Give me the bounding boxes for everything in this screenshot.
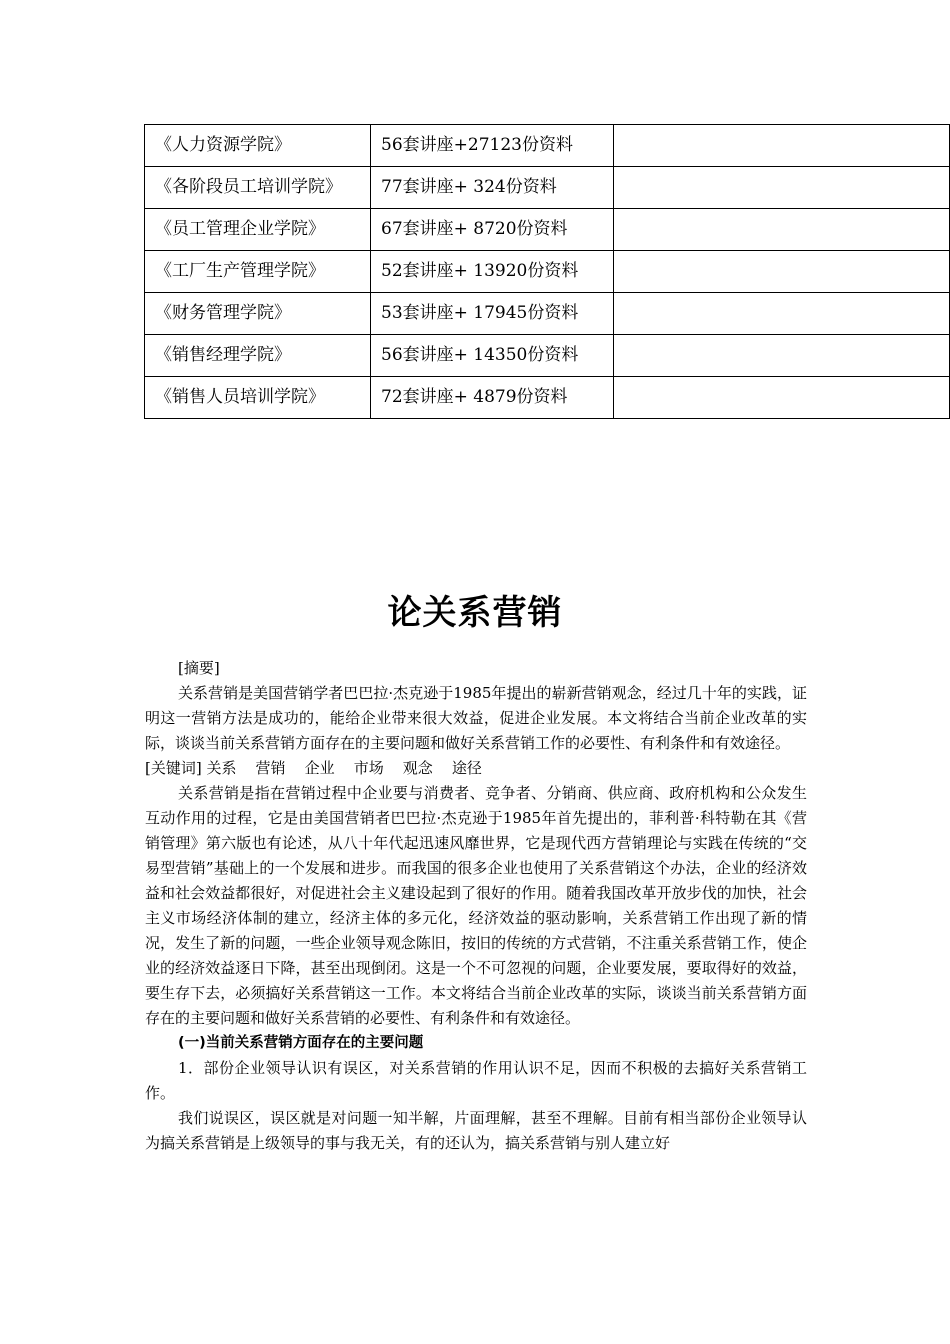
college-note-cell — [614, 293, 950, 335]
point-1-heading: 1．部份企业领导认识有误区，对关系营销的作用认识不足，因而不积极的去搞好关系营销工作。 — [145, 1059, 807, 1102]
abstract-label: [摘要] — [178, 659, 220, 677]
article-body — [145, 656, 807, 1156]
table-row — [145, 125, 950, 167]
college-note-cell — [614, 335, 950, 377]
college-name-cell: 《各阶段员工培训学院》 — [145, 167, 371, 209]
article-title: 论关系营销 — [387, 593, 563, 633]
college-note-cell — [614, 209, 950, 251]
college-note-cell — [614, 167, 950, 209]
college-content-cell: 67套讲座+ 8720份资料 — [371, 209, 614, 251]
table-row — [145, 293, 950, 335]
resource-table — [144, 124, 950, 419]
table-row — [145, 209, 950, 251]
college-note-cell — [614, 125, 950, 167]
college-content-cell: 53套讲座+ 17945份资料 — [371, 293, 614, 335]
college-name-cell: 《销售人员培训学院》 — [145, 377, 371, 419]
college-name-cell: 《人力资源学院》 — [145, 125, 371, 167]
college-note-cell — [614, 251, 950, 293]
table-row — [145, 167, 950, 209]
college-name-cell: 《销售经理学院》 — [145, 335, 371, 377]
table-row — [145, 335, 950, 377]
intro-paragraph: 关系营销是指在营销过程中企业要与消费者、竞争者、分销商、供应商、政府机构和公众发生互动作用的过程，它是由美国营销者巴巴拉·杰克逊于1985年首先提出的，菲利普·科特勒在其《营销管理》第六版也有论述，从八十年代起迅速风靡世界，它是现代西方营销理论与实践在传统的“交易型营销”基础上的一个发展和进步。而我国的很多企业也使用了关系营销这个办法，企业的经济效益和社会效益都很好，对促进社会主义建设起到了很好的作用。随着我国改革开放步伐的加快，社会主义市场经济体制的建立，经济主体的多元化，经济效益的驱动影响，关系营销工作出现了新的情况，发生了新的问题，一些企业领导观念陈旧，按旧的传统的方式营销，不注重关系营销工作，使企业的经济效益逐日下降，甚至出现倒闭。这是一个不可忽视的问题，企业要发展，要取得好的效益，要生存下去，必须搞好关系营销这一工作。本文将结合当前企业改革的实际，谈谈当前关系营销方面存在的主要问题和做好关系营销的必要性、有利条件和有效途径。 — [145, 784, 807, 1027]
college-name-cell: 《工厂生产管理学院》 — [145, 251, 371, 293]
table-row — [145, 377, 950, 419]
college-content-cell: 56套讲座+27123份资料 — [371, 125, 614, 167]
college-content-cell: 72套讲座+ 4879份资料 — [371, 377, 614, 419]
college-content-cell: 52套讲座+ 13920份资料 — [371, 251, 614, 293]
college-content-cell: 56套讲座+ 14350份资料 — [371, 335, 614, 377]
abstract-paragraph: 关系营销是美国营销学者巴巴拉·杰克逊于1985年提出的崭新营销观念，经过几十年的实践，证明这一营销方法是成功的，能给企业带来很大效益，促进企业发展。本文将结合当前企业改革的实际，谈谈当前关系营销方面存在的主要问题和做好关系营销工作的必要性、有利条件和有效途径。 — [145, 684, 807, 752]
table-row — [145, 251, 950, 293]
college-name-cell: 《员工管理企业学院》 — [145, 209, 371, 251]
point-1-paragraph: 我们说误区，误区就是对问题一知半解，片面理解，甚至不理解。目前有相当部份企业领导认为搞关系营销是上级领导的事与我无关，有的还认为，搞关系营销与别人建立好 — [145, 1109, 807, 1152]
keywords-line: [关键词] 关系 营销 企业 市场 观念 途径 — [145, 759, 482, 777]
college-content-cell: 77套讲座+ 324份资料 — [371, 167, 614, 209]
college-note-cell — [614, 377, 950, 419]
college-name-cell: 《财务管理学院》 — [145, 293, 371, 335]
section-heading: (一)当前关系营销方面存在的主要问题 — [178, 1035, 424, 1051]
